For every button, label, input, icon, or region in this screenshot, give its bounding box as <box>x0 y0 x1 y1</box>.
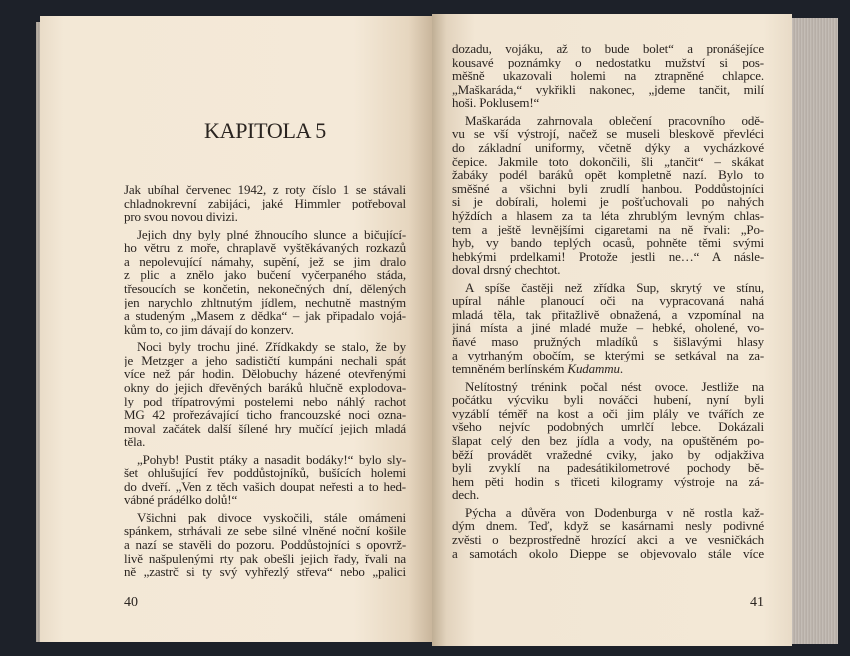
text-line: a studeným „Masem z dědka“ – jak připadalo vojá- <box>124 309 406 323</box>
text-line: jen narychlo zhltnutým jídlem, nechutně mastným <box>124 295 406 310</box>
text-line: a nazí se stavěli do pozoru. Poddůstojníci s opovrž- <box>124 538 406 552</box>
text-line: „Pohyb! Pustit ptáky a nasadit bodáky!“ bylo sly- <box>137 452 406 467</box>
text-line: hem pěti hodin s třiceti kilogramy výstroje na zá- <box>452 474 764 489</box>
text-line: šet ohlušující řev poddůstojníků, bušících holemi <box>124 466 406 480</box>
text-line: hyb, vy bando teplých ocasů, pohněte těmi svými <box>452 236 764 250</box>
text-line: vyzáblí téměř na kost a oči jim plály ve tvářích ze <box>452 406 764 421</box>
text-line: je Metzger a jeho sadističtí kumpáni nechali spát <box>124 353 406 368</box>
paragraph <box>124 453 406 507</box>
text-line: všeho nejvíc podobných umrlčí lebce. Dokázali <box>452 420 764 435</box>
paragraph <box>452 380 764 502</box>
text-line: Nelítostný trénink počal nést ovoce. Jestliže na <box>465 379 764 394</box>
text-line <box>452 362 764 376</box>
text-line: ho větru z moře, chraplavě vyštěkávaných rozkazů <box>124 241 406 255</box>
text-line: Pýcha a důvěra von Dodenburga v ně rostla kaž- <box>465 505 764 520</box>
text-line: doval drsný chechtot. <box>452 263 561 277</box>
paragraph <box>452 506 764 560</box>
paragraph <box>452 114 764 277</box>
text-line: moval začátek další šílené hry mučící jejich mladá <box>124 421 406 436</box>
text-line: tem a ještě levnějšími cigaretami na ně řvali: „Po- <box>452 222 764 237</box>
text-line: Jejich dny byly plné žhnoucího slunce a bičující- <box>137 227 406 242</box>
text-line: více než pár hodin. Dělobuchy házené otevřenými <box>124 367 406 381</box>
text-line: dým dnem. Teď, když se kasárnami nesly podivné <box>452 519 764 533</box>
text-line: do základní uniformy, včetně dýky a vycházkové <box>452 140 764 155</box>
text-line: A spíše častěji než zřídka Sup, skrytý ve stínu, <box>465 280 764 295</box>
left-page-text <box>124 183 406 583</box>
text-line: dozadu, vojáku, až to bude bolet“ a pronášejíce <box>452 42 764 56</box>
text-segment: . <box>619 362 623 376</box>
text-line: „Maškaráda,“ vykřikli nakonec, „jdeme tančit, milí <box>452 82 764 97</box>
text-line: hebkými prdelkami! Protože jestli ne…“ A násle- <box>452 249 764 264</box>
page-number-right: 41 <box>750 595 764 610</box>
text-line: hýždích a hlasem za ta léta zhrublým levným chlas- <box>452 208 764 223</box>
text-line: hoši. Poklusem!“ <box>452 96 540 110</box>
text-line: třesoucích se končetin, nekonečných dní, dělených <box>124 281 406 296</box>
text-line: vábné prádélko dolů!“ <box>124 493 238 508</box>
chapter-title: KAPITOLA 5 <box>204 118 326 143</box>
paragraph <box>124 183 406 224</box>
text-line: žabáky podél baráků opět kompletně nazí. Bylo to <box>452 168 764 182</box>
text-line: MG 42 prořezávající ticho francouzské noci ozna- <box>124 408 406 422</box>
text-line: kům to, co jim dávají do konzerv. <box>124 322 294 337</box>
text-line: měšně ukazovali holemi na ztrapněné chlapce. <box>452 69 764 83</box>
text-line: chladnokrevní zabijáci, jaké Himmler potřeboval <box>124 196 406 211</box>
text-line: jiná místa a jiné mladé muže – hebké, oholené, vo- <box>452 321 764 336</box>
text-line: běží provádět vražedné cviky, jako by odjakživa <box>452 447 764 462</box>
text-line: zvěsti o bezprostředně hrozící akci a ve vesničkách <box>452 532 764 547</box>
text-line: vu se vší výstrojí, načež se museli bleskově převléci <box>452 127 764 141</box>
text-line: Všichni pak divoce vyskočili, stále omámeni <box>137 510 406 525</box>
paragraph <box>124 340 406 449</box>
right-page-edges <box>792 18 838 644</box>
italic-text: Kudammu <box>567 362 620 376</box>
text-line: do dveří. „Ven z těch vašich doupat neřesti a to hed- <box>124 479 406 494</box>
text-line: těla. <box>124 435 146 449</box>
text-line: a nepolevující námahy, supění, jež se jim dralo <box>124 254 406 269</box>
text-line: čepice. Jakmile toto dokončili, šli „tančit“ – skákat <box>452 154 764 169</box>
text-line: počátku výcviku byli nováčci hubení, nyní byli <box>452 393 764 407</box>
text-line: ňavé maso pružných mladíků s šišlavými hlasy <box>452 335 764 349</box>
text-line: okny do jejich dřevěných baráků hlučně explodova- <box>124 380 406 395</box>
text-line: šlapat celý den bez jídla a vody, na opuštěném po- <box>452 434 764 448</box>
text-line: byli zvyklí na padesátikilometrové pochody bě- <box>452 461 764 475</box>
text-line: mladá těla, tak přitažlivě obnažená, a vzpomínal na <box>452 307 764 322</box>
paragraph <box>452 42 764 110</box>
text-line: Jak ubíhal červenec 1942, z roty číslo 1 se stávali <box>124 183 406 197</box>
right-page-text <box>452 42 764 564</box>
text-line: Noci byly trochu jiné. Zřídkakdy se stalo, že by <box>137 340 406 354</box>
text-line: ně „zastrč si ty svý vyhřezlý střeva“ nebo „palici <box>124 565 406 579</box>
text-line: dech. <box>452 488 480 502</box>
text-line: pro svou novou divizi. <box>124 210 238 224</box>
text-line: směšné a všichni byli zrudlí hanbou. Poddůstojníci <box>452 181 764 196</box>
text-line: z plic a znělo jako bučení vyčerpaného stáda, <box>124 268 406 282</box>
text-line: a vytrhaným obočím, se kterými se setkával na za- <box>452 348 764 363</box>
paragraph <box>124 228 406 337</box>
text-line: Maškaráda zahrnovala oblečení pracovního odě- <box>465 113 764 128</box>
text-line: spánkem, strhávali ze sebe silné vlněné noční košile <box>124 524 406 539</box>
paragraph <box>124 511 406 579</box>
text-line: a samotách okolo Dieppe se objevovalo stále více <box>452 546 764 561</box>
text-line: ly pod třípatrovými postelemi nebo náhlý rachot <box>124 394 406 409</box>
text-line: livě našpulenými rty pak obešli jejich řady, řvali na <box>124 551 406 566</box>
text-line: si je dobírali, holemi je pošťuchovali po nahých <box>452 195 764 209</box>
page-number-left: 40 <box>124 595 138 610</box>
text-line: kousavé poznámky o nedostatku mužství si pos- <box>452 55 764 70</box>
text-segment: temněném berlínském <box>452 362 568 376</box>
text-line: upíral náhle planoucí oči na vypracovaná nahá <box>452 294 764 308</box>
paragraph <box>452 281 764 376</box>
